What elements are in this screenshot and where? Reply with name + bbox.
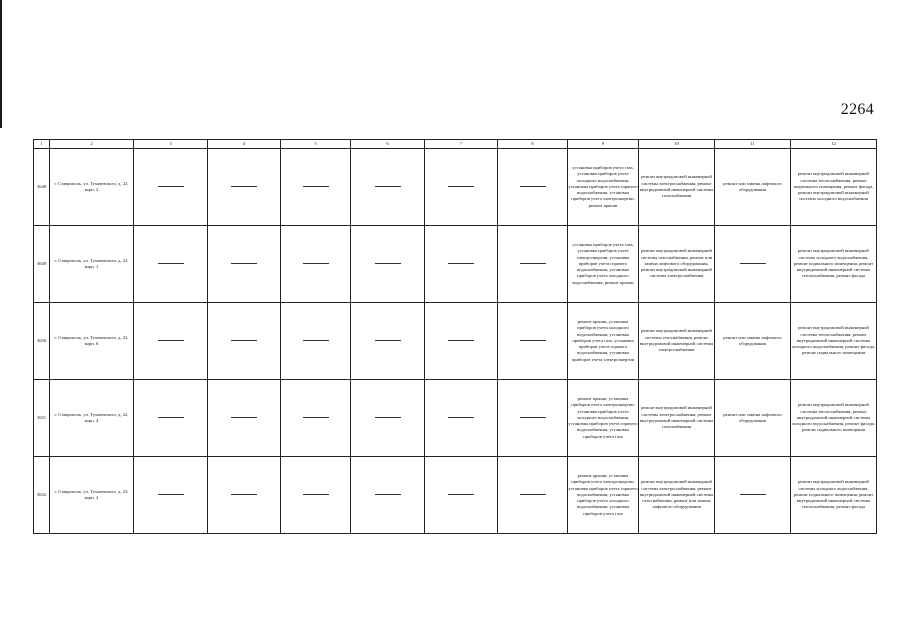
dash-mark — [375, 417, 401, 418]
col-header-3: 3 — [134, 140, 208, 149]
header-row — [34, 140, 877, 149]
dash-mark — [375, 186, 401, 187]
dash-mark — [448, 186, 474, 187]
empty-cell — [351, 457, 425, 534]
works-cell-col10: ремонт внутридомовой инженерной системы электроснабжения, ремонт внутридомовой инженерной системы газоснабжения, ремонт или замена лифтового оборудования — [639, 457, 715, 534]
empty-cell — [351, 226, 425, 303]
empty-cell — [425, 226, 498, 303]
row-number: 3651 — [34, 380, 50, 457]
empty-cell — [498, 303, 568, 380]
dash-mark — [231, 340, 257, 341]
dash-mark — [231, 417, 257, 418]
works-cell-col9: ремонт крыши, установка приборов учета холодного водоснабжения, установка приборов учета газа, установка приборов учета горячего водоснабжения, установка приборов учета электроэнергии — [568, 303, 639, 380]
col-header-7: 7 — [425, 140, 498, 149]
empty-cell — [498, 149, 568, 226]
dash-mark — [231, 263, 257, 264]
dash-mark — [740, 263, 766, 264]
works-cell-col10: ремонт внутридомовой инженерной системы электроснабжения, ремонт внутридомовой инженерной системы газоснабжения — [639, 149, 715, 226]
empty-cell — [425, 457, 498, 534]
dash-mark — [158, 417, 184, 418]
dash-mark — [158, 494, 184, 495]
table-row — [34, 149, 877, 226]
col-header-6: 6 — [351, 140, 425, 149]
works-cell-col12: ремонт внутридомовой инженерной системы холодного водоснабжения, ремонт подвального помещения, ремонт внутридомовой инженерной системы теплоснабжения, ремонт фасада — [791, 226, 877, 303]
empty-cell — [715, 457, 791, 534]
dash-mark — [375, 340, 401, 341]
empty-cell — [208, 226, 281, 303]
dash-mark — [158, 340, 184, 341]
dash-mark — [448, 417, 474, 418]
empty-cell — [498, 226, 568, 303]
dash-mark — [303, 494, 329, 495]
empty-cell — [498, 457, 568, 534]
table-row — [34, 457, 877, 534]
dash-mark — [231, 186, 257, 187]
empty-cell — [281, 226, 351, 303]
col-header-1: 1 — [34, 140, 50, 149]
works-cell-col12: ремонт внутридомовой инженерной системы теплоснабжения, ремонт внутридомовой инженерной системы холодного водоснабжения, ремонт фасада, ремонт подвального помещения — [791, 303, 877, 380]
empty-cell — [281, 149, 351, 226]
table-row — [34, 303, 877, 380]
empty-cell — [425, 149, 498, 226]
row-number: 3652 — [34, 457, 50, 534]
empty-cell — [425, 303, 498, 380]
dash-mark — [520, 263, 546, 264]
works-table — [33, 139, 877, 534]
row-number: 3649 — [34, 226, 50, 303]
works-cell-col11: ремонт или замена лифтового оборудования — [715, 380, 791, 457]
empty-cell — [351, 380, 425, 457]
col-header-5: 5 — [281, 140, 351, 149]
dash-mark — [375, 263, 401, 264]
works-cell-col9: установка приборов учета газа, установка приборов учета электроэнергии, установка приборов учета горячего водоснабжения, установка приборов учета холодного водоснабжения, ремонт крыши — [568, 226, 639, 303]
dash-mark — [520, 494, 546, 495]
empty-cell — [134, 457, 208, 534]
dash-mark — [520, 186, 546, 187]
empty-cell — [425, 380, 498, 457]
address-cell: г. Ставрополь, ул. Тухачевского, д. 22, корп. 1 — [50, 226, 134, 303]
col-header-12: 12 — [791, 140, 877, 149]
col-header-9: 9 — [568, 140, 639, 149]
empty-cell — [134, 303, 208, 380]
dash-mark — [303, 340, 329, 341]
works-cell-col11: ремонт или замена лифтового оборудования — [715, 149, 791, 226]
page-number: 2264 — [840, 101, 874, 118]
dash-mark — [448, 263, 474, 264]
empty-cell — [208, 380, 281, 457]
dash-mark — [303, 263, 329, 264]
table-row — [34, 226, 877, 303]
col-header-2: 2 — [50, 140, 134, 149]
works-cell-col10: ремонт внутридомовой инженерной системы газоснабжения, ремонт внутридомовой инженерной системы электроснабжения — [639, 303, 715, 380]
dash-mark — [231, 494, 257, 495]
empty-cell — [281, 380, 351, 457]
empty-cell — [208, 149, 281, 226]
works-cell-col10: ремонт внутридомовой инженерной системы газоснабжения, ремонт или замена лифтового оборудования, ремонт внутридомовой инженерной системы электроснабжения — [639, 226, 715, 303]
dash-mark — [375, 494, 401, 495]
works-cell-col12: ремонт внутридомовой инженерной системы теплоснабжения, ремонт внутридомовой инженерной системы холодного водоснабжения, ремонт фасада, ремонт подвального помещения — [791, 380, 877, 457]
empty-cell — [715, 226, 791, 303]
empty-cell — [498, 380, 568, 457]
row-number: 3648 — [34, 149, 50, 226]
dash-mark — [303, 186, 329, 187]
dash-mark — [158, 263, 184, 264]
works-cell-col9: установка приборов учета газа, установка приборов учета холодного водоснабжения, установка приборов учета горячего водоснабжения, установка приборов учета электроэнергии, ремонт крыши — [568, 149, 639, 226]
dash-mark — [740, 494, 766, 495]
binding-edge-mark — [0, 0, 2, 128]
dash-mark — [448, 340, 474, 341]
empty-cell — [208, 457, 281, 534]
works-cell-col10: ремонт внутридомовой инженерной системы электроснабжения, ремонт внутридомовой инженерной системы газоснабжения — [639, 380, 715, 457]
empty-cell — [134, 380, 208, 457]
dash-mark — [520, 417, 546, 418]
works-cell-col11: ремонт или замена лифтового оборудования — [715, 303, 791, 380]
dash-mark — [520, 340, 546, 341]
empty-cell — [208, 303, 281, 380]
table-row — [34, 380, 877, 457]
empty-cell — [134, 149, 208, 226]
works-cell-col12: ремонт внутридомовой инженерной системы холодного водоснабжения, ремонт подвального помещения, ремонт внутридомовой инженерной системы теплоснабжения, ремонт фасада — [791, 457, 877, 534]
col-header-4: 4 — [208, 140, 281, 149]
works-cell-col12: ремонт внутридомовой инженерной системы теплоснабжения, ремонт подвального помещения, ремонт фасада, ремонт внутридомовой инженерной системы холодного водоснабжения — [791, 149, 877, 226]
col-header-8: 8 — [498, 140, 568, 149]
address-cell: г. Ставрополь, ул. Тухачевского, д. 23, корп. 2 — [50, 457, 134, 534]
address-cell: г. Ставрополь, ул. Тухачевского, д. 22, корп. 2 — [50, 149, 134, 226]
col-header-10: 10 — [639, 140, 715, 149]
col-header-11: 11 — [715, 140, 791, 149]
empty-cell — [281, 303, 351, 380]
empty-cell — [281, 457, 351, 534]
works-cell-col9: ремонт крыши, установка приборов учета электроэнергии, установка приборов учета холодного водоснабжения, установка приборов учета горячего водоснабжения, установка приборов учета газа — [568, 380, 639, 457]
dash-mark — [303, 417, 329, 418]
dash-mark — [448, 494, 474, 495]
address-cell: г. Ставрополь, ул. Тухачевского, д. 22, корп. 4 — [50, 380, 134, 457]
dash-mark — [158, 186, 184, 187]
row-number: 3650 — [34, 303, 50, 380]
works-cell-col9: ремонт крыши, установка приборов учета электроэнергии, установка приборов учета горячего водоснабжения, установка приборов учета холодного водоснабжения, установка приборов учета газа — [568, 457, 639, 534]
empty-cell — [351, 149, 425, 226]
address-cell: г. Ставрополь, ул. Тухачевского, д. 22, корп. 6 — [50, 303, 134, 380]
empty-cell — [351, 303, 425, 380]
empty-cell — [134, 226, 208, 303]
